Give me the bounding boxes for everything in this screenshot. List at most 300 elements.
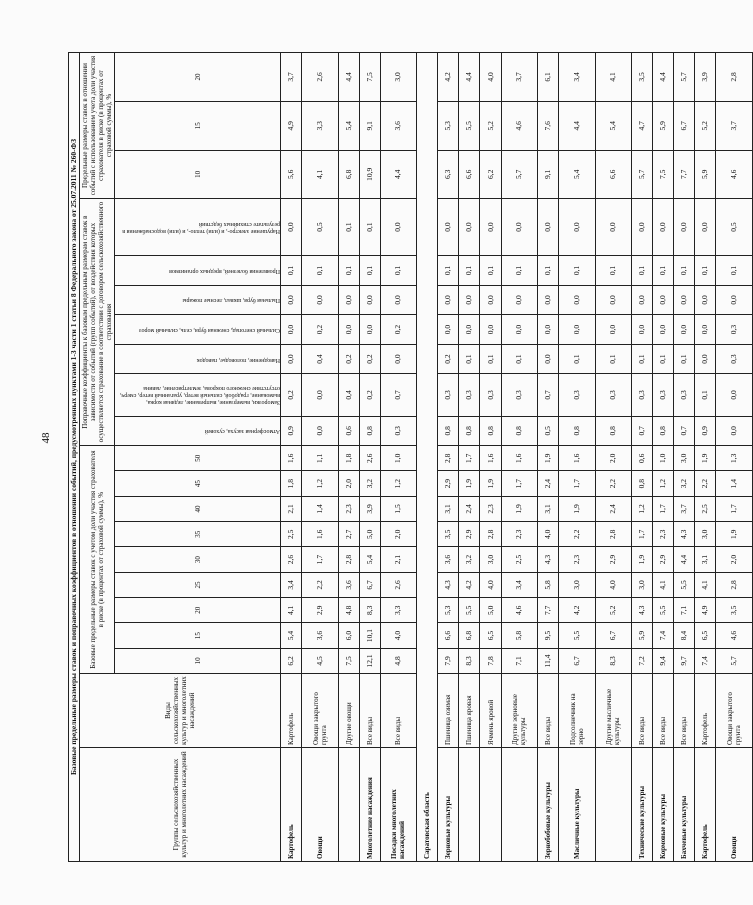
value-cell: 0,0 (380, 199, 416, 256)
value-cell: 2,5 (695, 496, 716, 521)
value-cell: 0,7 (380, 374, 416, 416)
value-cell: 7,5 (653, 150, 674, 199)
value-cell: 3,5 (716, 598, 753, 623)
value-cell: 0,0 (674, 285, 695, 315)
value-cell: 4,8 (380, 648, 416, 673)
value-cell: 4,0 (380, 623, 416, 648)
value-cell: 1,8 (338, 446, 359, 471)
value-cell: 2,0 (380, 522, 416, 547)
value-cell: 4,2 (559, 598, 595, 623)
value-cell: 0,8 (438, 416, 459, 446)
value-cell: 0,0 (359, 315, 380, 345)
value-cell: 4,4 (653, 53, 674, 102)
value-cell: 3,7 (281, 53, 302, 102)
crop-group (501, 747, 537, 861)
value-cell: 0,1 (359, 199, 380, 256)
value-cell: 3,9 (695, 53, 716, 102)
crop-group: Посадки многолетних насаждений (380, 747, 416, 861)
value-cell: 0,0 (302, 285, 338, 315)
value-cell: 2,4 (459, 496, 480, 521)
value-cell: 3,2 (359, 471, 380, 496)
value-cell: 0,1 (438, 256, 459, 286)
value-cell: 0,6 (338, 416, 359, 446)
value-cell: 0,0 (716, 416, 753, 446)
crop-group: Масличные культуры (559, 747, 595, 861)
crop-group: Овощи (716, 747, 753, 861)
value-cell: 0,3 (632, 374, 653, 416)
value-cell: 4,4 (674, 547, 695, 572)
value-cell: 4,0 (480, 53, 501, 102)
value-cell: 0,0 (695, 285, 716, 315)
header-event-label: Сильный снегопад, снежная буря, сель, сильный мороз (139, 327, 280, 333)
value-cell: 0,0 (653, 285, 674, 315)
value-cell: 3,7 (674, 496, 695, 521)
header-event-label: Пыльная буря, шквал, лесные пожары (182, 297, 280, 304)
value-cell: 1,6 (480, 446, 501, 471)
value-cell: 2,2 (595, 471, 631, 496)
value-cell: 4,9 (695, 598, 716, 623)
value-cell: 4,1 (281, 598, 302, 623)
value-cell: 1,4 (716, 471, 753, 496)
value-cell: 0,3 (459, 374, 480, 416)
value-cell: 0,8 (459, 416, 480, 446)
value-cell: 0,4 (338, 374, 359, 416)
crop-group: Многолетние насаждения (359, 747, 380, 861)
value-cell: 1,5 (380, 496, 416, 521)
value-cell: 1,9 (480, 471, 501, 496)
value-cell: 2,6 (359, 446, 380, 471)
value-cell: 7,2 (632, 648, 653, 673)
table-row (480, 53, 501, 862)
table-row (674, 53, 695, 862)
value-cell: 3,6 (380, 101, 416, 150)
value-cell: 5,0 (480, 598, 501, 623)
value-cell: 3,6 (302, 623, 338, 648)
value-cell: 10,9 (359, 150, 380, 199)
table-row (338, 53, 359, 862)
value-cell: 7,1 (674, 598, 695, 623)
value-cell: 8,4 (674, 623, 695, 648)
value-cell: 0,0 (674, 315, 695, 345)
crop-kind: Другие масличные культуры (595, 674, 631, 748)
crop-group (338, 747, 359, 861)
value-cell: 6,5 (695, 623, 716, 648)
value-cell: 2,8 (480, 522, 501, 547)
crop-group: Бахчевые культуры (674, 747, 695, 861)
table-row (302, 53, 338, 862)
crop-kind: Пшеница озимая (438, 674, 459, 748)
table-row (653, 53, 674, 862)
value-cell: 0,1 (695, 256, 716, 286)
value-cell: 3,6 (438, 547, 459, 572)
crop-kind: Ячмень яровой (480, 674, 501, 748)
value-cell: 0,3 (501, 374, 537, 416)
value-cell: 2,9 (595, 547, 631, 572)
value-cell: 1,2 (632, 496, 653, 521)
value-cell: 2,6 (380, 572, 416, 597)
value-cell: 0,0 (302, 374, 338, 416)
value-cell: 0,1 (338, 256, 359, 286)
value-cell: 1,1 (302, 446, 338, 471)
value-cell: 4,3 (438, 572, 459, 597)
value-cell: 5,0 (359, 522, 380, 547)
crop-group: Кормовые культуры (653, 747, 674, 861)
value-cell: 2,8 (716, 53, 753, 102)
table-row (501, 53, 537, 862)
value-cell: 0,0 (480, 199, 501, 256)
value-cell: 4,4 (380, 150, 416, 199)
value-cell: 2,8 (595, 522, 631, 547)
value-cell: 4,8 (338, 598, 359, 623)
value-cell: 6,7 (559, 648, 595, 673)
value-cell: 5,3 (438, 101, 459, 150)
value-cell: 3,0 (674, 446, 695, 471)
header-share-20: 20 (115, 598, 281, 623)
crop-group: Зернобобовые культуры (538, 747, 559, 861)
value-cell: 0,0 (380, 344, 416, 374)
value-cell: 3,5 (632, 53, 653, 102)
value-cell: 0,1 (716, 256, 753, 286)
value-cell: 1,6 (559, 446, 595, 471)
value-cell: 0,0 (480, 315, 501, 345)
value-cell: 5,8 (501, 623, 537, 648)
crop-kind: Другие зерновые культуры (501, 674, 537, 748)
value-cell: 4,6 (501, 598, 537, 623)
value-cell: 3,2 (674, 471, 695, 496)
value-cell: 2,8 (438, 446, 459, 471)
header-event-5 (115, 256, 281, 286)
header-event-label: Атмосферная засуха, суховей (204, 428, 280, 435)
value-cell: 1,9 (632, 547, 653, 572)
value-cell: 5,5 (459, 101, 480, 150)
value-cell: 0,3 (595, 374, 631, 416)
value-cell: 0,3 (653, 374, 674, 416)
value-cell: 0,0 (695, 199, 716, 256)
table-body (281, 53, 753, 862)
header-base-rates: Базовые предельные размеры ставок с учетом доли участия страхователя в риске (в процентах от страховой суммы), % (80, 446, 115, 674)
value-cell: 2,0 (338, 471, 359, 496)
value-cell: 1,4 (302, 496, 338, 521)
value-cell: 0,1 (632, 344, 653, 374)
value-cell: 6,7 (674, 101, 695, 150)
value-cell: 0,0 (459, 315, 480, 345)
value-cell: 4,2 (459, 572, 480, 597)
value-cell: 0,3 (674, 374, 695, 416)
header-event-2 (115, 344, 281, 374)
value-cell: 1,0 (380, 446, 416, 471)
crop-kind: Все виды (538, 674, 559, 748)
value-cell: 5,2 (595, 598, 631, 623)
value-cell: 3,0 (632, 572, 653, 597)
value-cell: 0,0 (281, 315, 302, 345)
value-cell: 9,1 (538, 150, 559, 199)
value-cell: 0,0 (716, 285, 753, 315)
value-cell: 8,3 (359, 598, 380, 623)
value-cell: 0,0 (538, 315, 559, 345)
value-cell: 0,0 (338, 285, 359, 315)
value-cell: 2,4 (595, 496, 631, 521)
value-cell: 7,4 (653, 623, 674, 648)
value-cell: 0,9 (281, 416, 302, 446)
crop-group: Зерновые культуры (438, 747, 459, 861)
value-cell: 2,7 (338, 522, 359, 547)
value-cell: 5,5 (653, 598, 674, 623)
value-cell: 4,4 (338, 53, 359, 102)
value-cell: 1,2 (302, 471, 338, 496)
value-cell: 4,5 (302, 648, 338, 673)
value-cell: 4,0 (538, 522, 559, 547)
value-cell: 6,1 (538, 53, 559, 102)
value-cell: 4,7 (632, 101, 653, 150)
value-cell: 3,3 (302, 101, 338, 150)
value-cell: 2,8 (338, 547, 359, 572)
value-cell: 6,5 (480, 623, 501, 648)
value-cell: 0,2 (438, 344, 459, 374)
crop-kind: Все виды (632, 674, 653, 748)
value-cell: 0,0 (501, 199, 537, 256)
value-cell: 1,6 (281, 446, 302, 471)
value-cell: 2,9 (653, 547, 674, 572)
value-cell: 0,8 (595, 416, 631, 446)
value-cell: 1,9 (459, 471, 480, 496)
value-cell: 0,0 (595, 285, 631, 315)
value-cell: 6,2 (281, 648, 302, 673)
value-cell: 2,5 (281, 522, 302, 547)
value-cell: 0,0 (632, 199, 653, 256)
value-cell: 0,8 (480, 416, 501, 446)
value-cell: 0,2 (359, 374, 380, 416)
value-cell: 1,3 (716, 446, 753, 471)
value-cell: 0,1 (674, 256, 695, 286)
value-cell: 0,2 (302, 315, 338, 345)
crop-kind: Пшеница яровая (459, 674, 480, 748)
value-cell: 1,6 (302, 522, 338, 547)
value-cell: 0,0 (281, 285, 302, 315)
value-cell: 6,6 (438, 623, 459, 648)
value-cell: 0,1 (501, 344, 537, 374)
value-cell: 5,2 (695, 101, 716, 150)
header-kind: Виды сельскохозяйственных культур и многолетних насаждений (80, 674, 281, 748)
value-cell: 11,4 (538, 648, 559, 673)
header-limit-share-10: 10 (115, 150, 281, 199)
header-event-4 (115, 285, 281, 315)
value-cell: 4,1 (653, 572, 674, 597)
value-cell: 3,0 (380, 53, 416, 102)
header-share-35: 35 (115, 522, 281, 547)
table-caption: Базовые предельные размеры ставок и поправочных коэффициентов в отношении событий, предусмотренных пунктами 1-3 части 1 статьи 8 Федерального закона от 25.07.2011 № 260-ФЗ (69, 53, 80, 862)
value-cell: 5,4 (338, 101, 359, 150)
value-cell: 1,7 (632, 522, 653, 547)
value-cell: 9,4 (653, 648, 674, 673)
value-cell: 0,8 (559, 416, 595, 446)
value-cell: 0,0 (559, 285, 595, 315)
value-cell: 0,0 (501, 315, 537, 345)
value-cell: 0,2 (281, 374, 302, 416)
value-cell: 0,1 (653, 344, 674, 374)
header-event-label: Нарушение электро-, и (или) тепло-, и (или) водоснабжения в результате стихийных бедствий (122, 221, 280, 235)
value-cell: 5,5 (459, 598, 480, 623)
value-cell: 1,9 (716, 522, 753, 547)
crop-kind: Подсолнечник на зерно (559, 674, 595, 748)
value-cell: 1,7 (716, 496, 753, 521)
value-cell: 0,5 (538, 416, 559, 446)
value-cell: 0,5 (302, 199, 338, 256)
value-cell: 1,2 (380, 471, 416, 496)
value-cell: 5,7 (674, 53, 695, 102)
value-cell: 9,7 (674, 648, 695, 673)
value-cell: 0,0 (595, 199, 631, 256)
value-cell: 5,4 (359, 547, 380, 572)
value-cell: 0,0 (501, 285, 537, 315)
value-cell: 0,1 (302, 256, 338, 286)
value-cell: 1,9 (559, 496, 595, 521)
value-cell: 2,3 (653, 522, 674, 547)
value-cell: 0,3 (716, 344, 753, 374)
table-row (438, 53, 459, 862)
value-cell: 0,8 (653, 416, 674, 446)
value-cell: 2,3 (338, 496, 359, 521)
value-cell: 0,0 (716, 374, 753, 416)
value-cell: 0,3 (480, 374, 501, 416)
value-cell: 0,7 (674, 416, 695, 446)
value-cell: 2,0 (595, 446, 631, 471)
page-number: 48 (40, 432, 52, 444)
value-cell: 0,0 (538, 199, 559, 256)
value-cell: 1,8 (281, 471, 302, 496)
value-cell: 7,4 (695, 648, 716, 673)
value-cell: 0,3 (559, 374, 595, 416)
value-cell: 2,3 (559, 547, 595, 572)
value-cell: 0,3 (716, 315, 753, 345)
value-cell: 6,7 (359, 572, 380, 597)
value-cell: 0,0 (438, 315, 459, 345)
table-row (716, 53, 753, 862)
value-cell: 0,0 (632, 285, 653, 315)
value-cell: 5,9 (632, 623, 653, 648)
value-cell: 3,0 (695, 522, 716, 547)
value-cell: 0,0 (674, 199, 695, 256)
value-cell: 4,3 (538, 547, 559, 572)
value-cell: 0,1 (595, 344, 631, 374)
value-cell: 4,1 (302, 150, 338, 199)
value-cell: 4,1 (695, 572, 716, 597)
crop-group (480, 747, 501, 861)
value-cell: 0,5 (716, 199, 753, 256)
value-cell: 5,4 (595, 101, 631, 150)
value-cell: 9,1 (359, 101, 380, 150)
value-cell: 2,9 (459, 522, 480, 547)
value-cell: 1,9 (538, 446, 559, 471)
table-row (380, 53, 416, 862)
crop-group: Картофель (695, 747, 716, 861)
value-cell: 0,0 (695, 315, 716, 345)
header-limit-rates: Предельные размеры ставок в отношении событий с использованием учета доли участия страхователя в риске (в процентах от страховой суммы), % (80, 53, 115, 199)
value-cell: 2,1 (281, 496, 302, 521)
value-cell: 3,4 (559, 53, 595, 102)
value-cell: 1,6 (501, 446, 537, 471)
value-cell: 7,5 (359, 53, 380, 102)
value-cell: 2,1 (380, 547, 416, 572)
value-cell: 2,2 (559, 522, 595, 547)
table-row (359, 53, 380, 862)
value-cell: 8,3 (459, 648, 480, 673)
value-cell: 3,4 (501, 572, 537, 597)
value-cell: 1,7 (459, 446, 480, 471)
value-cell: 5,6 (281, 150, 302, 199)
value-cell: 9,5 (538, 623, 559, 648)
header-share-50: 50 (115, 446, 281, 471)
value-cell: 5,2 (480, 101, 501, 150)
value-cell: 0,1 (459, 256, 480, 286)
crop-kind: Овощи закрытого грунта (716, 674, 753, 748)
value-cell: 0,1 (380, 256, 416, 286)
value-cell: 1,0 (653, 446, 674, 471)
rates-table (68, 52, 753, 862)
value-cell: 0,9 (695, 416, 716, 446)
value-cell: 0,0 (538, 344, 559, 374)
value-cell: 0,0 (281, 344, 302, 374)
value-cell: 0,1 (595, 256, 631, 286)
value-cell: 0,1 (674, 344, 695, 374)
value-cell: 4,2 (438, 53, 459, 102)
value-cell: 6,8 (338, 150, 359, 199)
value-cell: 0,3 (380, 416, 416, 446)
value-cell: 4,3 (632, 598, 653, 623)
value-cell: 5,5 (674, 572, 695, 597)
table-row (632, 53, 653, 862)
value-cell: 3,7 (716, 101, 753, 150)
value-cell: 5,3 (438, 598, 459, 623)
crop-kind: Картофель (281, 674, 302, 748)
value-cell: 0,1 (559, 256, 595, 286)
value-cell: 0,2 (359, 344, 380, 374)
value-cell: 3,1 (438, 496, 459, 521)
value-cell: 3,6 (338, 572, 359, 597)
header-limit-share-20: 20 (115, 53, 281, 102)
value-cell: 5,7 (716, 648, 753, 673)
value-cell: 0,0 (302, 416, 338, 446)
value-cell: 3,0 (480, 547, 501, 572)
value-cell: 1,9 (695, 446, 716, 471)
value-cell: 5,5 (559, 623, 595, 648)
value-cell: 3,1 (538, 496, 559, 521)
value-cell: 0,0 (459, 285, 480, 315)
value-cell: 1,7 (501, 471, 537, 496)
value-cell: 4,1 (595, 53, 631, 102)
value-cell: 3,5 (438, 522, 459, 547)
value-cell: 2,9 (302, 598, 338, 623)
value-cell: 4,6 (716, 150, 753, 199)
header-event-6 (115, 199, 281, 256)
value-cell: 2,6 (281, 547, 302, 572)
table-row (459, 53, 480, 862)
header-group: Группы сельскохозяйственных культур и многолетних насаждений (80, 747, 281, 861)
value-cell: 1,9 (501, 496, 537, 521)
header-share-25: 25 (115, 572, 281, 597)
value-cell: 0,0 (632, 315, 653, 345)
value-cell: 0,0 (438, 285, 459, 315)
value-cell: 0,0 (281, 199, 302, 256)
crop-group (459, 747, 480, 861)
value-cell: 5,9 (653, 101, 674, 150)
value-cell: 6,6 (459, 150, 480, 199)
value-cell: 2,0 (716, 547, 753, 572)
crop-kind: Все виды (359, 674, 380, 748)
value-cell: 6,6 (595, 150, 631, 199)
value-cell: 2,4 (538, 471, 559, 496)
header-coefficients: Поправочные коэффициенты к базовым предельным размерам ставок в зависимости от событий (групп событий), от воздействия которых осуществляется страхование в соответствии с договором сельскохозяйственного страхования (80, 199, 115, 446)
value-cell: 7,1 (501, 648, 537, 673)
